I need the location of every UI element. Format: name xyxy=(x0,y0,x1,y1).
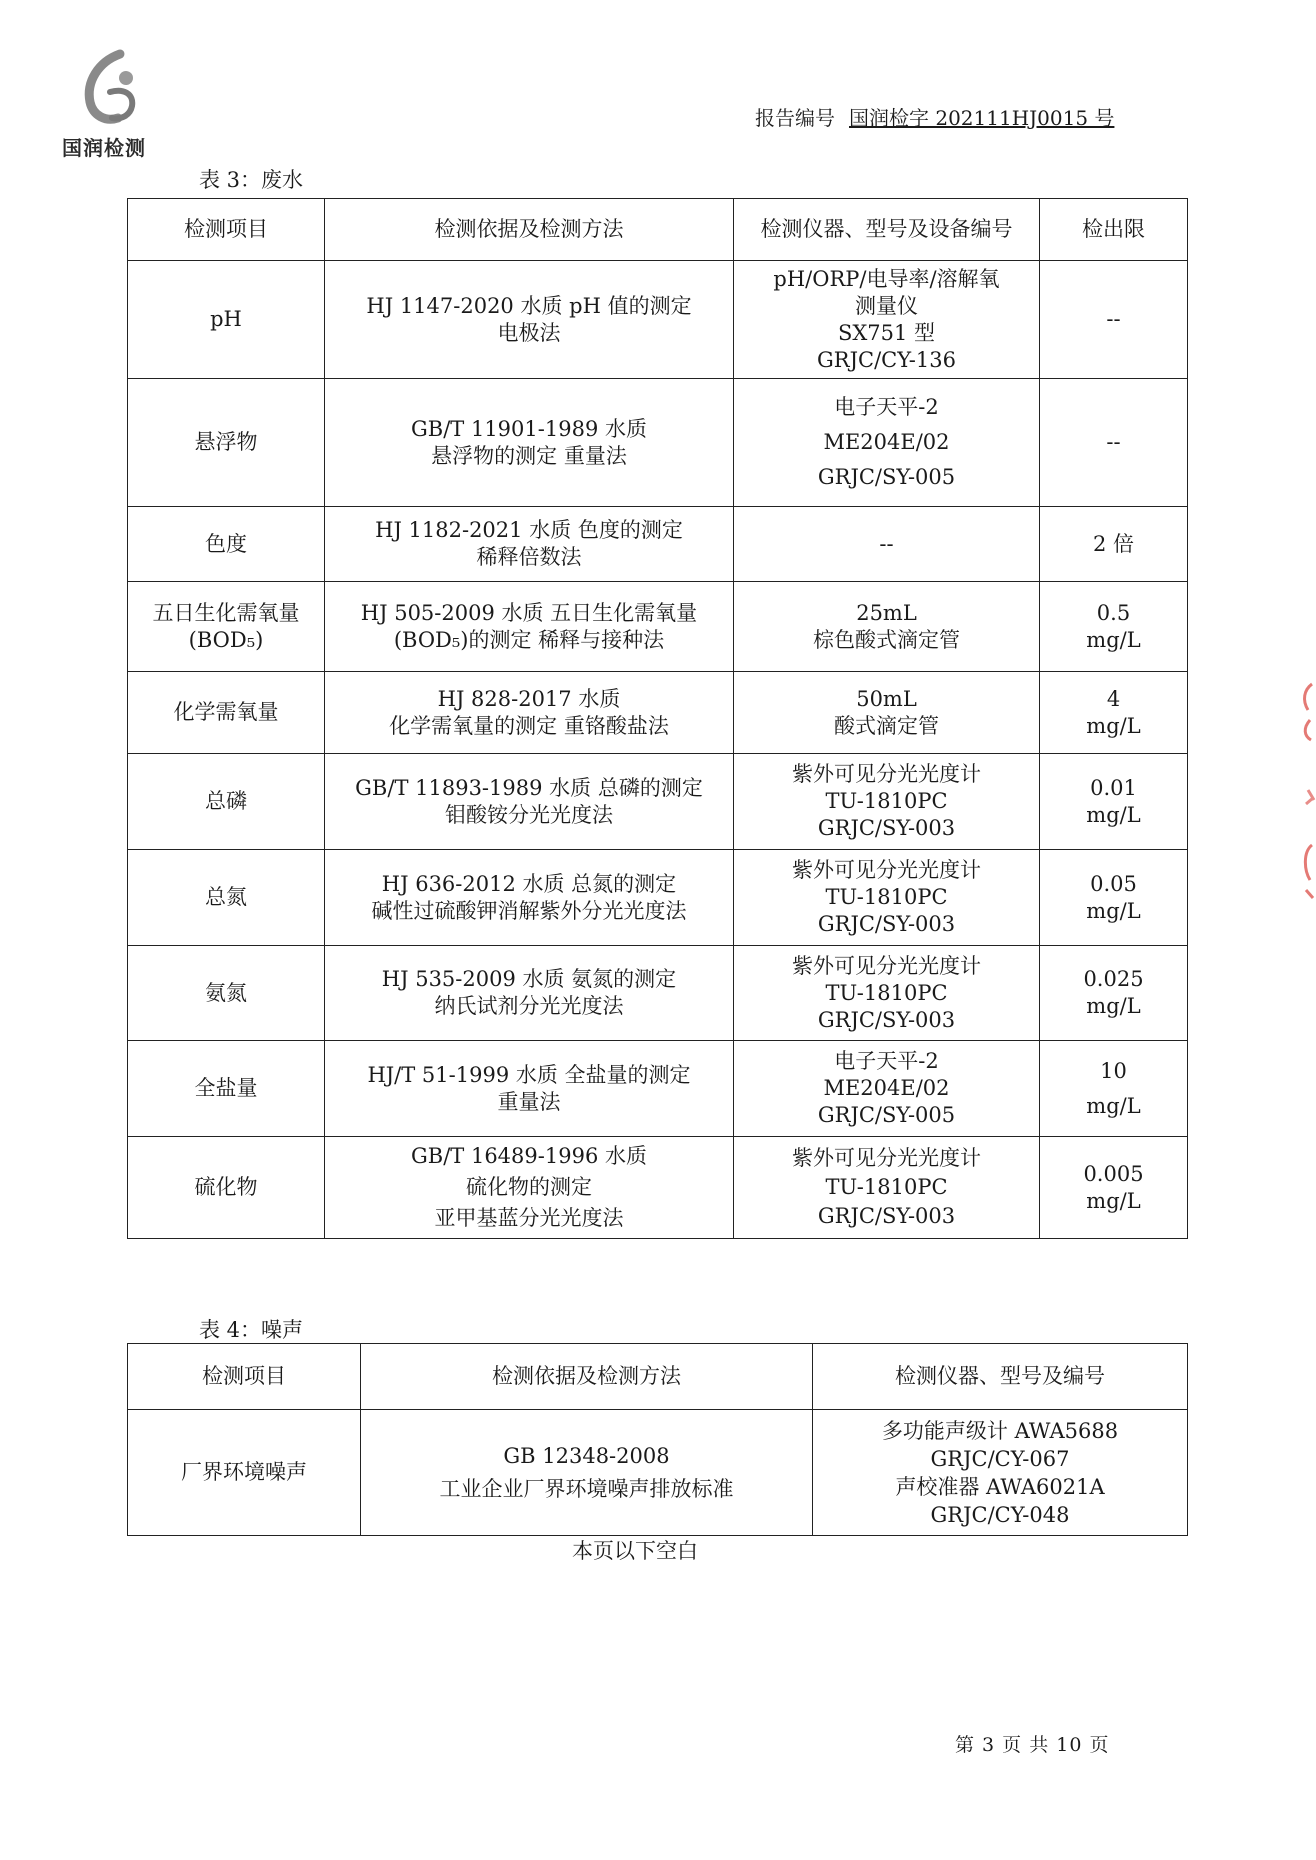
header-cell: 检测依据及检测方法 xyxy=(325,199,734,261)
method-cell: HJ 505-2009 水质 五日生化需氧量 (BOD₅)的测定 稀释与接种法 xyxy=(325,582,734,672)
limit-cell: 0.025 mg/L xyxy=(1040,946,1188,1041)
item-cell: 总氮 xyxy=(128,850,325,946)
item-cell: 化学需氧量 xyxy=(128,672,325,754)
item-cell: 硫化物 xyxy=(128,1137,325,1239)
limit-cell: 2 倍 xyxy=(1040,507,1188,582)
table-row xyxy=(128,1041,1188,1137)
item-cell: 总磷 xyxy=(128,754,325,850)
method-cell: HJ/T 51-1999 水质 全盐量的测定 重量法 xyxy=(325,1041,734,1137)
header-cell: 检出限 xyxy=(1040,199,1188,261)
table-row xyxy=(128,261,1188,379)
limit-cell: 4 mg/L xyxy=(1040,672,1188,754)
blank-below-note xyxy=(0,1535,1313,1565)
table-row xyxy=(128,754,1188,850)
table-row xyxy=(128,850,1188,946)
table4-caption: 表 4：噪声 xyxy=(199,1318,304,1342)
method-cell: GB/T 11893-1989 水质 总磷的测定 钼酸铵分光光度法 xyxy=(325,754,734,850)
method-cell: HJ 636-2012 水质 总氮的测定 碱性过硫酸钾消解紫外分光光度法 xyxy=(325,850,734,946)
table-row xyxy=(128,379,1188,507)
method-cell: HJ 1182-2021 水质 色度的测定 稀释倍数法 xyxy=(325,507,734,582)
method-cell: HJ 828-2017 水质 化学需氧量的测定 重铬酸盐法 xyxy=(325,672,734,754)
table-row xyxy=(128,1410,1188,1536)
limit-cell: 0.05 mg/L xyxy=(1040,850,1188,946)
item-cell: 悬浮物 xyxy=(128,379,325,507)
seal-stamp-icon xyxy=(1298,680,1316,910)
report-number-label: 报告编号 xyxy=(755,106,835,130)
wastewater-table xyxy=(127,198,1188,1239)
header-cell: 检测项目 xyxy=(128,1344,361,1410)
table-header-row xyxy=(128,199,1188,261)
header-cell: 检测项目 xyxy=(128,199,325,261)
limit-cell: 0.005 mg/L xyxy=(1040,1137,1188,1239)
method-cell: GB/T 16489-1996 水质 硫化物的测定 亚甲基蓝分光光度法 xyxy=(325,1137,734,1239)
method-cell: HJ 535-2009 水质 氨氮的测定 纳氏试剂分光光度法 xyxy=(325,946,734,1041)
report-number xyxy=(755,102,1114,131)
report-number-value: 国润检字 202111HJ0015 号 xyxy=(849,106,1115,130)
item-cell: 氨氮 xyxy=(128,946,325,1041)
logo-text: 国润检测 xyxy=(62,136,146,160)
instrument-cell: 紫外可见分光光度计 TU-1810PC GRJC/SY-003 xyxy=(734,1137,1040,1239)
limit-cell: 0.01 mg/L xyxy=(1040,754,1188,850)
instrument-cell: pH/ORP/电导率/溶解氧 测量仪 SX751 型 GRJC/CY-136 xyxy=(734,261,1040,379)
method-cell: GB/T 11901-1989 水质 悬浮物的测定 重量法 xyxy=(325,379,734,507)
page-number: 第 3 页 共 10 页 xyxy=(955,1734,1110,1756)
method-cell: GB 12348-2008 工业企业厂界环境噪声排放标准 xyxy=(361,1410,813,1536)
instrument-cell: 紫外可见分光光度计 TU-1810PC GRJC/SY-003 xyxy=(734,850,1040,946)
instrument-cell: 电子天平-2 ME204E/02 GRJC/SY-005 xyxy=(734,379,1040,507)
item-cell: 全盐量 xyxy=(128,1041,325,1137)
noise-table xyxy=(127,1343,1188,1536)
instrument-cell: 紫外可见分光光度计 TU-1810PC GRJC/SY-003 xyxy=(734,946,1040,1041)
header-cell: 检测仪器、型号及设备编号 xyxy=(734,199,1040,261)
limit-cell: -- xyxy=(1040,379,1188,507)
instrument-cell: 紫外可见分光光度计 TU-1810PC GRJC/SY-003 xyxy=(734,754,1040,850)
item-cell: pH xyxy=(128,261,325,379)
header-cell: 检测依据及检测方法 xyxy=(361,1344,813,1410)
logo-emblem-icon xyxy=(80,48,150,133)
table3-caption: 表 3：废水 xyxy=(199,168,304,192)
blank-below-text: 本页以下空白 xyxy=(572,1539,698,1563)
table-row xyxy=(128,672,1188,754)
table-row xyxy=(128,1137,1188,1239)
instrument-cell: 25mL 棕色酸式滴定管 xyxy=(734,582,1040,672)
instrument-cell: 电子天平-2 ME204E/02 GRJC/SY-005 xyxy=(734,1041,1040,1137)
item-cell: 五日生化需氧量 (BOD₅) xyxy=(128,582,325,672)
instrument-cell: -- xyxy=(734,507,1040,582)
limit-cell: 0.5 mg/L xyxy=(1040,582,1188,672)
limit-cell: 10 mg/L xyxy=(1040,1041,1188,1137)
instrument-cell: 50mL 酸式滴定管 xyxy=(734,672,1040,754)
instrument-cell: 多功能声级计 AWA5688 GRJC/CY-067 声校准器 AWA6021A GRJC/CY-048 xyxy=(813,1410,1188,1536)
table-row xyxy=(128,507,1188,582)
table-header-row xyxy=(128,1344,1188,1410)
header-cell: 检测仪器、型号及编号 xyxy=(813,1344,1188,1410)
method-cell: HJ 1147-2020 水质 pH 值的测定 电极法 xyxy=(325,261,734,379)
table-row xyxy=(128,946,1188,1041)
item-cell: 色度 xyxy=(128,507,325,582)
item-cell: 厂界环境噪声 xyxy=(128,1410,361,1536)
company-logo xyxy=(62,48,172,158)
limit-cell: -- xyxy=(1040,261,1188,379)
table-row xyxy=(128,582,1188,672)
